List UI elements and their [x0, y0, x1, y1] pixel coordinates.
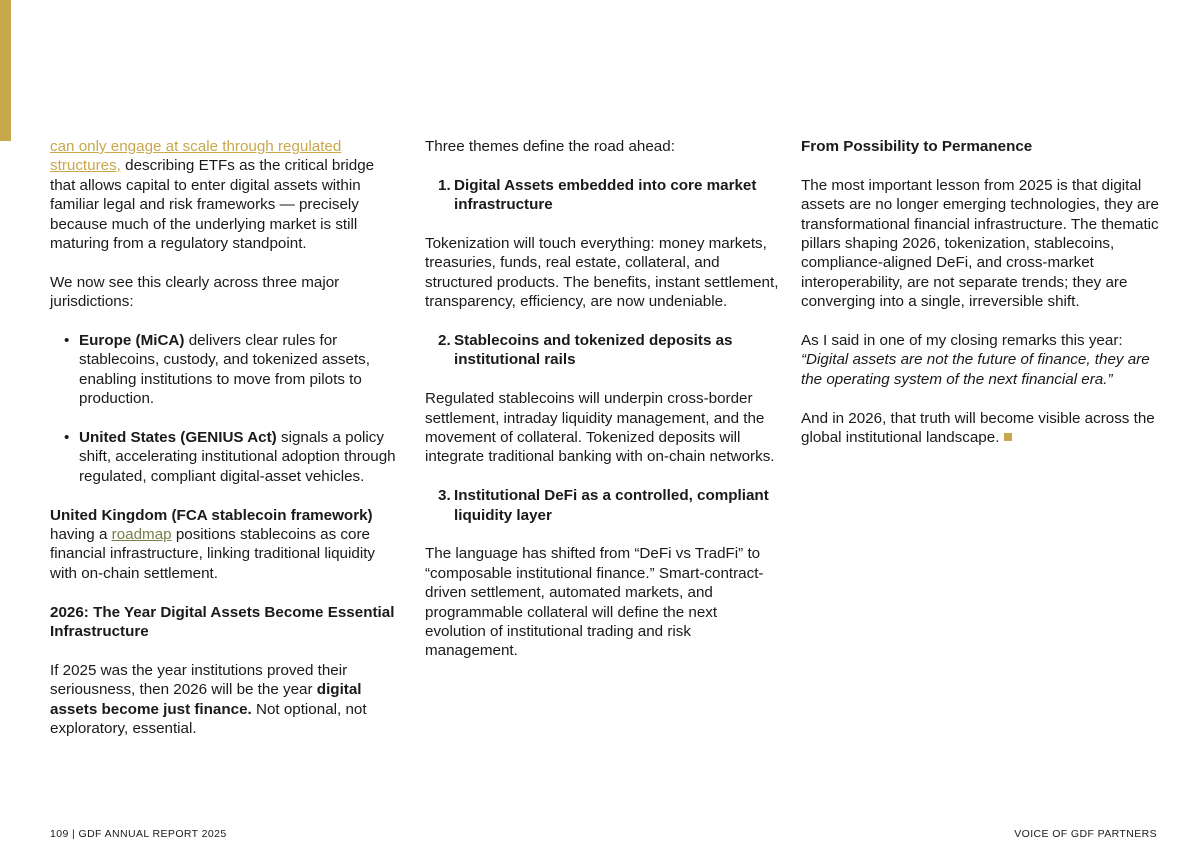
paragraph-text: And in 2026, that truth will become visible across the global institutional landscape. [801, 409, 1155, 447]
footer-section: VOICE OF GDF PARTNERS [1014, 828, 1157, 840]
list-item [64, 428, 402, 486]
emphasis-text: digital assets become just finance. [50, 681, 362, 718]
page-number: 109 | [50, 828, 76, 840]
accent-bar [0, 0, 11, 141]
theme-number: 2. [438, 332, 451, 350]
theme-number: 1. [438, 176, 451, 194]
theme-body-2: Regulated stablecoins will underpin cross-border settlement, intraday liquidity management, and the movement of collateral. Tokenized deposits will integrate traditional banking with on-chain networks. [425, 390, 775, 466]
quote-intro: As I said in one of my closing remarks this year: [801, 332, 1123, 350]
theme-number: 3. [438, 487, 451, 505]
theme-heading-3 [425, 486, 780, 525]
paragraph-text: positions stablecoins as core financial infrastructure, linking traditional liquidity with on-chain settlement. [50, 526, 376, 582]
paragraph-etf-bridge [50, 137, 402, 253]
paragraph-text: If 2025 was the year institutions proved their seriousness, then 2026 will be the year [50, 661, 348, 699]
regulated-structures-link[interactable]: can only engage at scale through regulated structures, [50, 138, 342, 175]
end-mark-icon [1004, 433, 1012, 441]
theme-heading-1 [425, 176, 780, 215]
section-heading-permanence: From Possibility to Permanence [801, 138, 1033, 155]
roadmap-link[interactable]: roadmap [111, 526, 172, 544]
paragraph-jurisdictions: We now see this clearly across three major jurisdictions: [50, 273, 340, 311]
theme-title: Institutional DeFi as a controlled, compliant liquidity layer [454, 487, 769, 524]
bullet-title: Europe (MiCA) [79, 332, 185, 350]
paragraph-text: having a [50, 526, 112, 544]
paragraph-text: describing ETFs as the critical bridge that allows capital to enter digital assets within familiar legal and risk frameworks — precisely because much of the underlying market is still maturing from a regulatory standpoint. [50, 157, 375, 253]
theme-body-1: Tokenization will touch everything: money markets, treasuries, funds, real estate, collateral, and structured products. The benefits, instant settlement, transparency, efficiency, are now undeniable. [425, 235, 779, 311]
column-middle [425, 137, 780, 680]
paragraph-2026 [50, 661, 402, 739]
bullet-text: signals a policy shift, accelerating institutional adoption through regulated, compliant digital-asset vehicles. [79, 429, 396, 485]
report-title: GDF ANNUAL REPORT 2025 [78, 828, 227, 840]
theme-title: Digital Assets embedded into core market infrastructure [454, 176, 757, 214]
section-heading-2026: 2026: The Year Digital Assets Become Essential Infrastructure [50, 603, 395, 641]
paragraph-quote [801, 331, 1161, 389]
bullet-icon: • [64, 332, 70, 350]
paragraph-themes-intro: Three themes define the road ahead: [425, 138, 675, 155]
paragraph-uk [50, 506, 402, 584]
bullet-title: United States (GENIUS Act) [79, 429, 277, 447]
column-right [801, 137, 1161, 467]
jurisdiction-list [50, 331, 402, 486]
paragraph-text: Not optional, not exploratory, essential. [50, 700, 367, 738]
theme-body-3: The language has shifted from “DeFi vs TradFi” to “composable institutional finance.” Smart-contract-driven settlement, automated markets, and programmable collateral will define the next evolution of institutional trading and risk management. [425, 545, 764, 660]
quote-text: “Digital assets are not the future of finance, they are the operating system of the next financial era.” [801, 351, 1150, 388]
paragraph-lesson: The most important lesson from 2025 is that digital assets are no longer emerging technologies, they are transformational financial infrastructure. The thematic pillars shaping 2026, tokenization, stablecoins, compliance-aligned DeFi, and cross-market interoperability, are not separate trends; they are converging into a single, irreversible shift. [801, 176, 1159, 311]
bullet-icon: • [64, 429, 70, 447]
theme-title: Stablecoins and tokenized deposits as institutional rails [454, 332, 733, 369]
bullet-text: delivers clear rules for stablecoins, custody, and tokenized assets, enabling institutions to move from pilots to production. [79, 332, 370, 408]
paragraph-closing [801, 409, 1161, 448]
theme-heading-2 [425, 331, 780, 370]
uk-title: United Kingdom (FCA stablecoin framework) [50, 506, 373, 524]
column-left [50, 137, 402, 758]
footer-left [50, 825, 227, 844]
list-item [64, 331, 402, 409]
